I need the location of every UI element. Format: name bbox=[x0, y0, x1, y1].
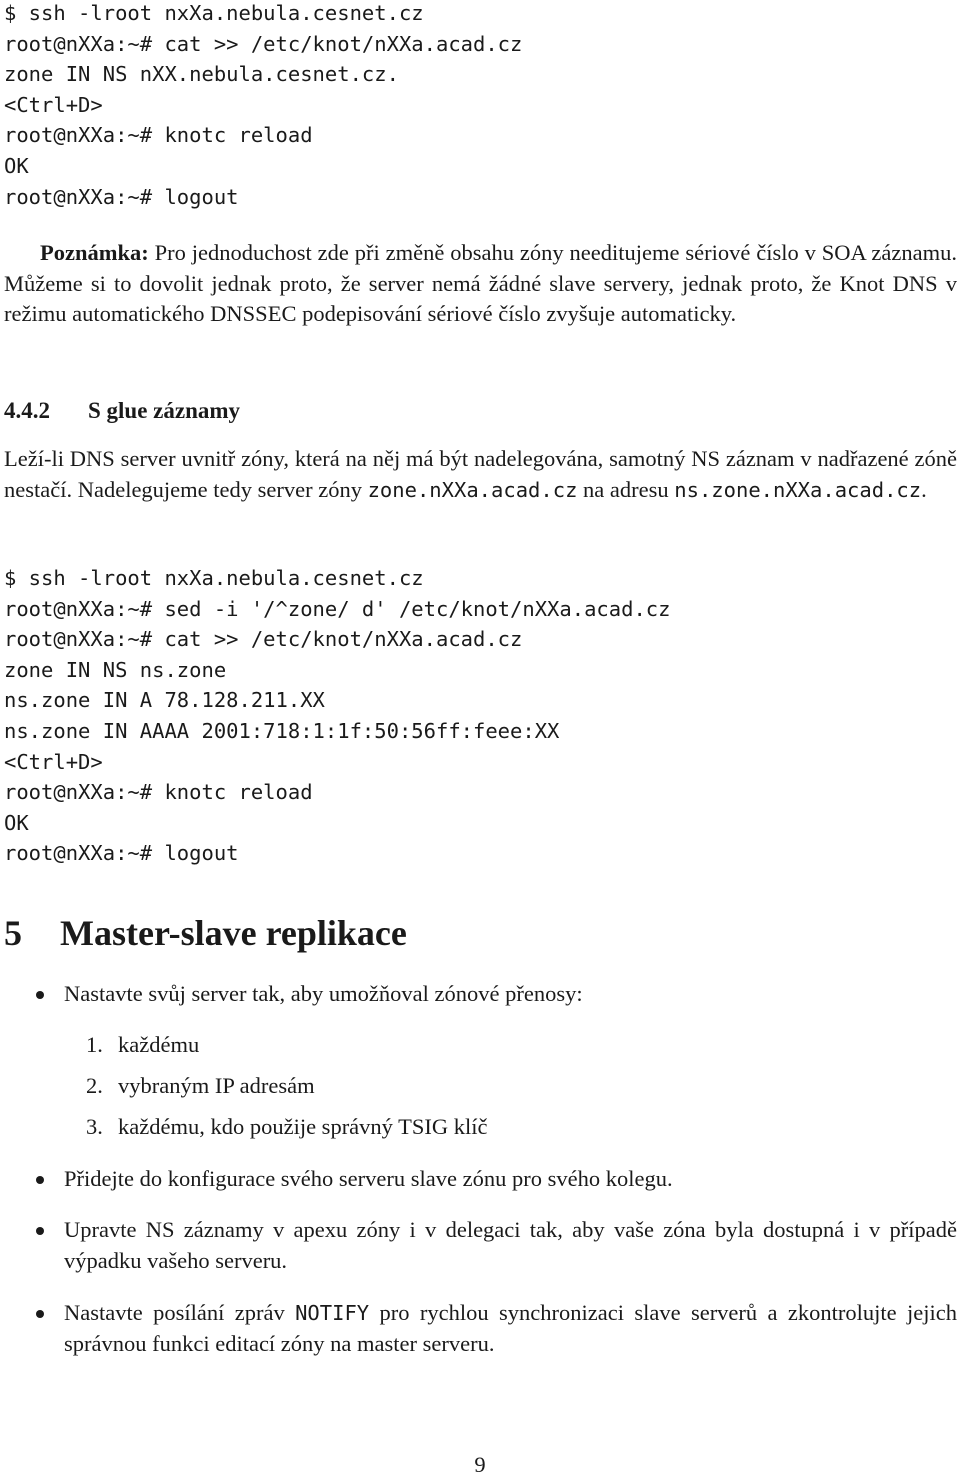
code-line: OK bbox=[4, 153, 29, 178]
page-number: 9 bbox=[474, 1452, 486, 1477]
bullet-icon bbox=[36, 1176, 44, 1184]
code-line: ns.zone IN AAAA 2001:718:1:1f:50:56ff:feee:XX bbox=[4, 718, 560, 743]
code-line: root@nXXa:~# knotc reload bbox=[4, 123, 313, 148]
list-item bbox=[64, 1164, 957, 1195]
list-item bbox=[64, 1298, 957, 1359]
code-line: zone IN NS ns.zone bbox=[4, 657, 227, 682]
code-line: root@nXXa:~# logout bbox=[4, 184, 239, 209]
ns-name-code: ns.zone.nXXa.acad.cz bbox=[674, 477, 922, 502]
note-paragraph bbox=[4, 238, 957, 330]
list-item-text: pro rychlou synchronizaci slave serverů a zkontrolujte jejich správnou funkci editací zóny na master serveru. bbox=[64, 1300, 957, 1356]
code-block-ns-delegation bbox=[4, 0, 522, 212]
code-line: root@nXXa:~# cat >> /etc/knot/nXXa.acad.cz bbox=[4, 627, 523, 652]
enum-number: 2. bbox=[86, 1073, 103, 1098]
code-line: root@nXXa:~# logout bbox=[4, 841, 239, 866]
note-text: Pro jednoduchost zde při změně obsahu zóny needitujeme sériové číslo v SOA záznamu. Můžeme si to dovolit jednak proto, že server nemá žádné slave servery, jednak proto, že Knot DNS v režimu automatického DNSSEC podepisování sériové číslo zvyšuje automaticky. bbox=[4, 240, 957, 327]
subsection-heading bbox=[4, 396, 240, 426]
code-line: zone IN NS nXX.nebula.cesnet.cz. bbox=[4, 62, 399, 87]
section-heading bbox=[4, 909, 407, 957]
list-item-text: Upravte NS záznamy v apexu zóny i v delegaci tak, aby vaše zóna byla dostupná i v případě výpadku vašeho serveru. bbox=[64, 1217, 957, 1273]
list-item-text: Přidejte do konfigurace svého serveru slave zónu pro svého kolegu. bbox=[64, 1166, 673, 1191]
glue-text: Leží-li DNS server uvnitř zóny, která na něj má být nadelegována, samotný NS záznam v nadřazené zóně nestačí. Nadelegujeme tedy server zóny bbox=[4, 446, 957, 502]
code-block-glue-records bbox=[4, 563, 670, 869]
code-line: <Ctrl+D> bbox=[4, 92, 103, 117]
list-item bbox=[64, 979, 957, 1010]
bullet-icon bbox=[36, 1227, 44, 1235]
enum-item bbox=[86, 1112, 488, 1143]
enum-text: každému bbox=[118, 1032, 200, 1057]
enum-item bbox=[86, 1030, 199, 1061]
glue-paragraph bbox=[4, 444, 957, 505]
code-line: $ ssh -lroot nxXa.nebula.cesnet.cz bbox=[4, 566, 424, 590]
glue-text: . bbox=[921, 476, 927, 502]
enum-item bbox=[86, 1071, 315, 1102]
list-item-text: Nastavte svůj server tak, aby umožňoval zónové přenosy: bbox=[64, 981, 583, 1006]
note-label: Poznámka: bbox=[40, 240, 149, 265]
bullet-icon bbox=[36, 1310, 44, 1318]
enum-text: vybraným IP adresám bbox=[118, 1073, 315, 1098]
section-number: 5 bbox=[4, 913, 22, 953]
notify-code: NOTIFY bbox=[295, 1301, 370, 1325]
code-line: <Ctrl+D> bbox=[4, 749, 103, 774]
code-line: OK bbox=[4, 810, 29, 835]
enum-text: každému, kdo použije správný TSIG klíč bbox=[118, 1114, 488, 1139]
subsection-title: S glue záznamy bbox=[88, 398, 241, 423]
list-item bbox=[64, 1215, 957, 1276]
code-line: ns.zone IN A 78.128.211.XX bbox=[4, 688, 325, 713]
code-line: root@nXXa:~# sed -i '/^zone/ d' /etc/knot/nXXa.acad.cz bbox=[4, 596, 671, 621]
code-line: $ ssh -lroot nxXa.nebula.cesnet.cz bbox=[4, 1, 424, 25]
list-item-text: Nastavte posílání zpráv bbox=[64, 1300, 296, 1325]
section-title: Master-slave replikace bbox=[60, 913, 407, 953]
glue-text: na adresu bbox=[577, 476, 675, 502]
bullet-icon bbox=[36, 991, 44, 999]
code-line: root@nXXa:~# cat >> /etc/knot/nXXa.acad.cz bbox=[4, 31, 523, 56]
code-line: root@nXXa:~# knotc reload bbox=[4, 780, 313, 805]
subsection-number: 4.4.2 bbox=[4, 398, 50, 423]
enum-number: 3. bbox=[86, 1114, 103, 1139]
enum-number: 1. bbox=[86, 1032, 103, 1057]
zone-name-code: zone.nXXa.acad.cz bbox=[367, 477, 578, 502]
